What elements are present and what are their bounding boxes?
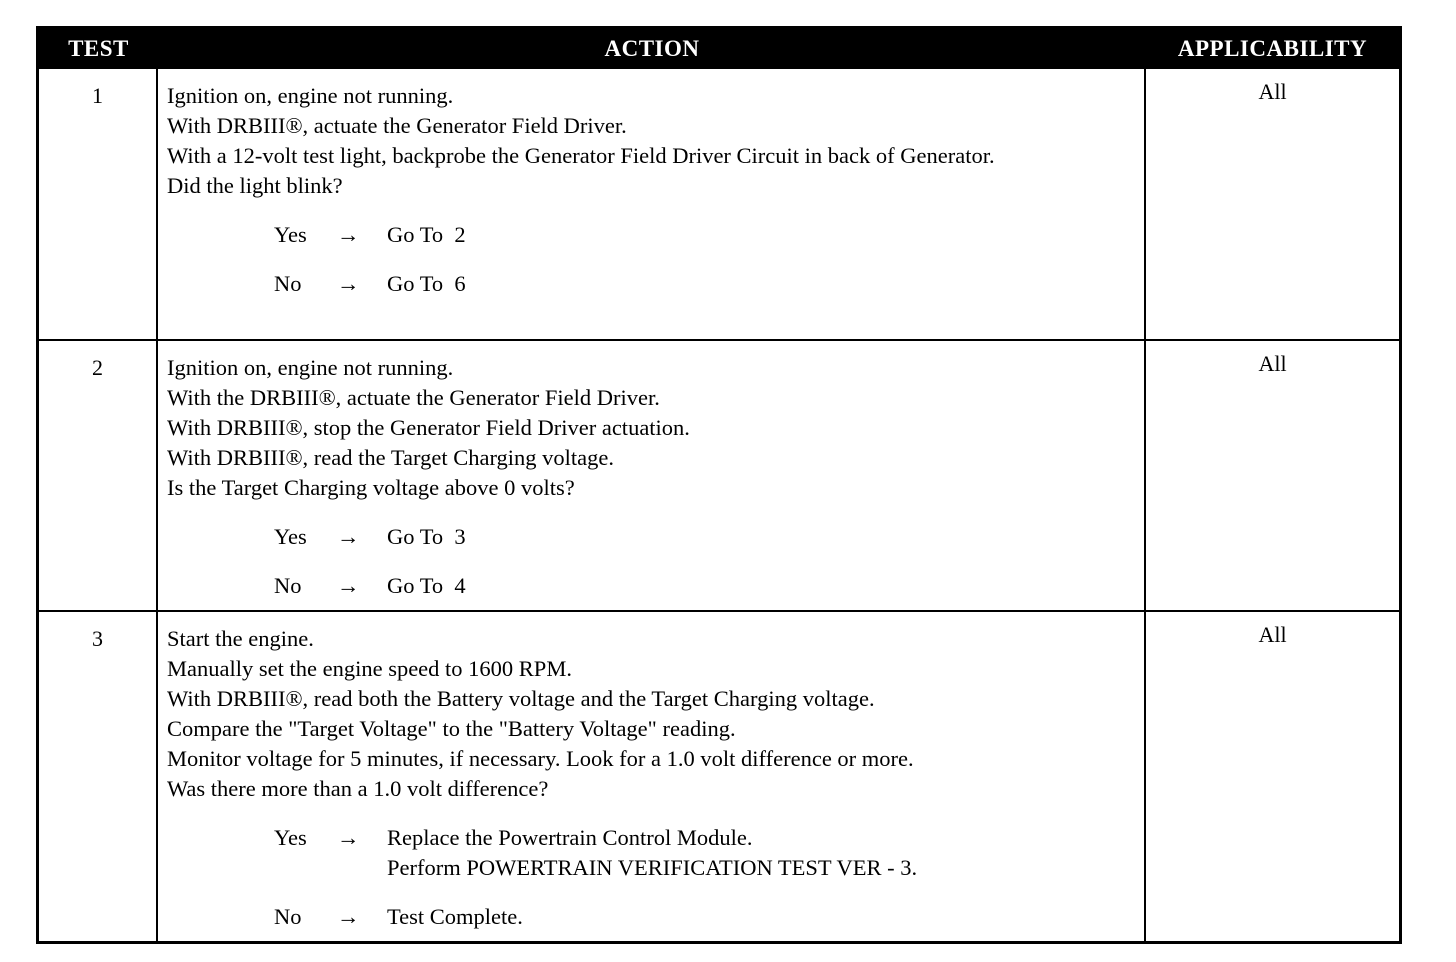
arrow-icon: →: [337, 222, 360, 247]
header-applicability: APPLICABILITY: [1177, 36, 1368, 61]
action-step: With DRBIII®, stop the Generator Field Driver actuation.: [167, 415, 690, 440]
branch-result: [387, 269, 1136, 299]
table-header: [39, 29, 1399, 69]
arrow-icon: →: [337, 271, 360, 296]
branch-result: [387, 823, 1136, 883]
action-step: Manually set the engine speed to 1600 RPM.: [167, 656, 572, 681]
test-number: 1: [39, 69, 158, 339]
branch-result-line: Go To 3: [387, 524, 466, 549]
test-number: 2: [39, 341, 158, 610]
action-step: Was there more than a 1.0 volt difference?: [167, 776, 549, 801]
branch-no: [274, 571, 1136, 601]
branch-answer: No: [274, 271, 302, 296]
header-test: TEST: [68, 36, 129, 61]
action-step: With DRBIII®, read both the Battery voltage and the Target Charging voltage.: [167, 686, 875, 711]
arrow-icon: →: [337, 825, 360, 850]
table-row: [39, 69, 1399, 339]
action-cell: [158, 69, 1146, 339]
branch-yes: [274, 823, 1136, 883]
applicability-value: All: [1258, 622, 1287, 647]
branch-no: [274, 269, 1136, 299]
branch-answer: No: [274, 573, 302, 598]
arrow-icon: →: [337, 573, 360, 598]
branch-answer: No: [274, 904, 302, 929]
action-cell: [158, 612, 1146, 941]
applicability-value: All: [1258, 351, 1287, 376]
branch-result-line: Perform POWERTRAIN VERIFICATION TEST VER - 3.: [387, 855, 918, 880]
branch-result: [387, 220, 1136, 250]
action-step: Start the engine.: [167, 626, 314, 651]
action-step: Monitor voltage for 5 minutes, if necessary. Look for a 1.0 volt difference or more.: [167, 746, 914, 771]
branch-result-line: Test Complete.: [387, 904, 523, 929]
branch-list: [167, 522, 1136, 601]
table-row: [39, 610, 1399, 941]
branch-result-line: Go To 2: [387, 222, 466, 247]
action-step: Ignition on, engine not running.: [167, 355, 454, 380]
table-row: [39, 339, 1399, 610]
table-body: [39, 69, 1399, 941]
branch-answer: Yes: [274, 222, 307, 247]
branch-result: [387, 902, 1136, 932]
branch-answer: Yes: [274, 825, 307, 850]
branch-list: [167, 220, 1136, 299]
action-step: With the DRBIII®, actuate the Generator Field Driver.: [167, 385, 660, 410]
branch-result: [387, 522, 1136, 552]
action-step: Did the light blink?: [167, 173, 343, 198]
branch-answer: Yes: [274, 524, 307, 549]
test-number: 3: [39, 612, 158, 941]
branch-result-line: Go To 4: [387, 573, 466, 598]
branch-yes: [274, 220, 1136, 250]
action-step: With DRBIII®, read the Target Charging voltage.: [167, 445, 615, 470]
branch-list: [167, 823, 1136, 932]
action-step: With DRBIII®, actuate the Generator Field Driver.: [167, 113, 627, 138]
action-cell: [158, 341, 1146, 610]
branch-yes: [274, 522, 1136, 552]
action-step: Compare the "Target Voltage" to the "Battery Voltage" reading.: [167, 716, 736, 741]
header-action: ACTION: [604, 36, 700, 61]
branch-no: [274, 902, 1136, 932]
diagnostic-table: [36, 26, 1402, 944]
arrow-icon: →: [337, 904, 360, 929]
action-step: With a 12-volt test light, backprobe the Generator Field Driver Circuit in back of Generator.: [167, 143, 995, 168]
action-step: Is the Target Charging voltage above 0 volts?: [167, 475, 575, 500]
action-step: Ignition on, engine not running.: [167, 83, 454, 108]
applicability-value: All: [1258, 79, 1287, 104]
branch-result-line: Replace the Powertrain Control Module.: [387, 825, 753, 850]
branch-result-line: Go To 6: [387, 271, 466, 296]
arrow-icon: →: [337, 524, 360, 549]
branch-result: [387, 571, 1136, 601]
